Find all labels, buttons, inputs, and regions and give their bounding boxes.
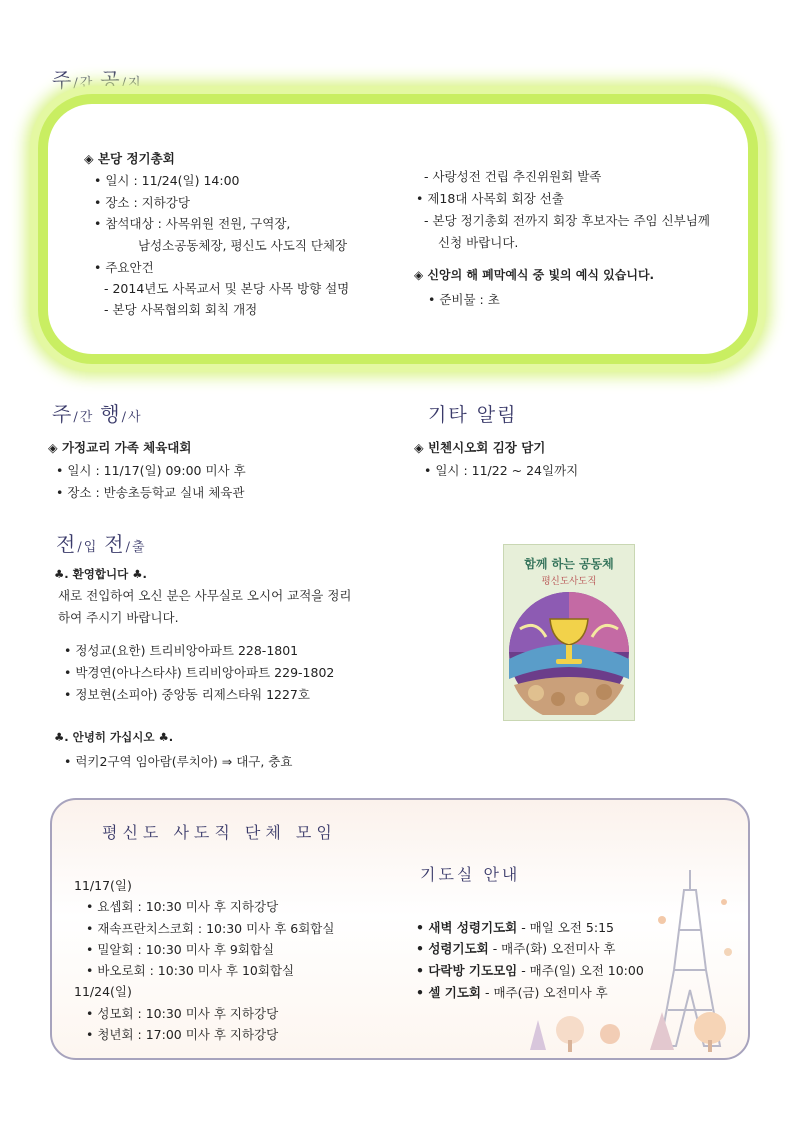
events-heading: ◈ 가정교리 가족 체육대회: [48, 440, 192, 455]
notice-line: - 2014년도 사목교서 및 본당 사목 방향 설명: [104, 281, 350, 296]
transfer-out-item: • 럭키2구역 임아람(루치아) ⇒ 대구, 충효: [64, 754, 293, 769]
prayer-section-title: 기도실 안내: [420, 865, 521, 884]
other-heading: ◈ 빈첸시오회 김장 담기: [414, 440, 546, 455]
stained-glass-chalice-icon: [506, 589, 632, 715]
welcome-heading: ♣. 환영합니다 ♣.: [54, 567, 147, 581]
notice-line: 남성소공동체장, 평신도 사도직 단체장: [138, 238, 348, 253]
prayer-item-detail: - 매주(일) 오전 10:00: [517, 963, 644, 978]
notice-line: • 일시 : 11/24(일) 14:00: [94, 173, 240, 188]
prayer-item-detail: - 매주(화) 오전미사 후: [488, 941, 616, 956]
notice-right-heading: ◈ 신앙의 해 폐막예식 중 빛의 예식 있습니다.: [414, 268, 655, 282]
notice-line: • 참석대상 : 사목위원 전원, 구역장,: [94, 216, 291, 231]
prayer-item-name: • 다락방 기도모임: [416, 963, 518, 978]
notice-right-line: - 본당 정기총회 전까지 회장 후보자는 주임 신부님께: [424, 213, 710, 228]
notice-right-line: • 제18대 사목회 회장 선출: [416, 191, 564, 206]
prayer-item-name: • 성령기도회: [416, 941, 489, 956]
prayer-item: [416, 961, 644, 979]
prayer-item: [416, 939, 615, 957]
notice-right-line: 신청 바랍니다.: [438, 235, 519, 250]
trees-illustration-icon: [410, 1000, 740, 1055]
groups-item: • 요셉회 : 10:30 미사 후 지하강당: [86, 899, 279, 914]
notice-line: • 주요안건: [94, 260, 154, 275]
groups-date: 11/17(일): [74, 878, 132, 893]
groups-item: • 재속프란치스코회 : 10:30 미사 후 6회합실: [86, 921, 335, 936]
other-section-title: 기타 알림: [428, 404, 518, 426]
transfer-section-title: 전/입 전/출: [56, 532, 147, 556]
transfer-in-item: • 정보현(소피아) 중앙동 리제스타워 1227호: [64, 687, 310, 702]
welcome-text: 새로 전입하여 오신 분은 사무실로 오시어 교적을 정리: [58, 588, 352, 603]
bye-heading: ♣. 안녕히 가십시오 ♣.: [54, 730, 174, 744]
groups-item: • 밀알회 : 10:30 미사 후 9회합실: [86, 942, 275, 957]
community-poster-image: [503, 544, 635, 721]
welcome-text: 하여 주시기 바랍니다.: [58, 610, 179, 625]
prayer-item-name: • 새벽 성령기도회: [416, 920, 518, 935]
events-line: • 장소 : 반송초등학교 실내 체육관: [56, 485, 245, 500]
transfer-in-item: • 정성교(요한) 트리비앙아파트 228-1801: [64, 643, 299, 658]
poster-title: 함께 하는 공동체: [524, 557, 614, 571]
poster-subtitle: 평신도사도직: [541, 576, 597, 587]
groups-date: 11/24(일): [74, 984, 132, 999]
events-line: • 일시 : 11/17(일) 09:00 미사 후: [56, 463, 246, 478]
groups-item: • 바오로회 : 10:30 미사 후 10회합실: [86, 963, 295, 978]
notice-line: • 장소 : 지하강당: [94, 195, 190, 210]
groups-item: • 성모회 : 10:30 미사 후 지하강당: [86, 1006, 279, 1021]
notice-line: - 본당 사목협의회 회칙 개정: [104, 302, 258, 317]
notice-right-line: - 사랑성전 건립 추진위원회 발족: [424, 169, 602, 184]
groups-item: • 청년회 : 17:00 미사 후 지하강당: [86, 1027, 279, 1042]
prayer-item-name: • 셀 기도회: [416, 985, 481, 1000]
prayer-item: [416, 918, 614, 936]
notice-right-item: • 준비물 : 초: [428, 292, 500, 307]
notice-section-title: 주/간 공/지: [52, 68, 143, 92]
other-line: • 일시 : 11/22 ~ 24일까지: [424, 463, 579, 478]
prayer-item: [416, 983, 608, 1001]
notice-heading: ◈ 본당 정기총회: [84, 151, 175, 166]
groups-section-title: 평신도 사도직 단체 모임: [102, 823, 337, 842]
prayer-item-detail: - 매일 오전 5:15: [517, 920, 614, 935]
transfer-in-item: • 박경연(아나스타샤) 트리비앙아파트 229-1802: [64, 665, 335, 680]
events-section-title: 주/간 행/사: [52, 402, 143, 426]
prayer-item-detail: - 매주(금) 오전미사 후: [481, 985, 608, 1000]
